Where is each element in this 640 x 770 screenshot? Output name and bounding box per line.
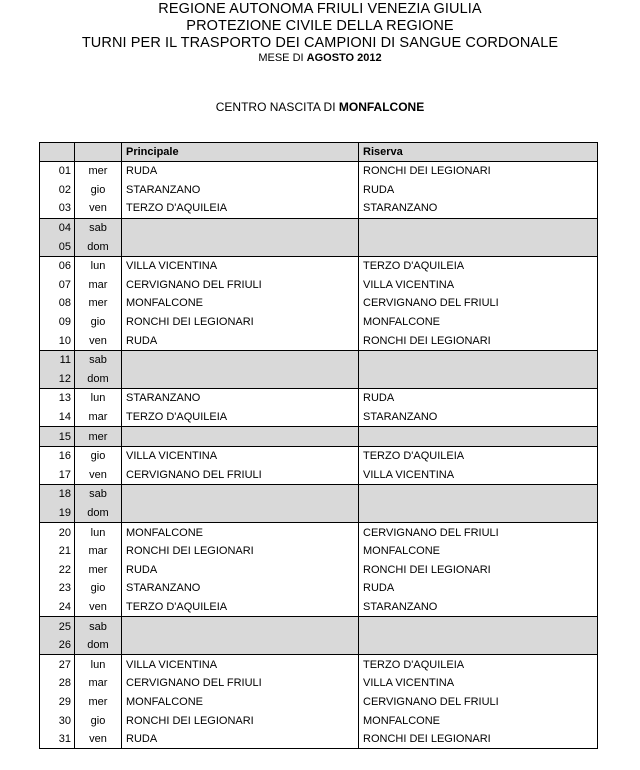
- day-cell: 01: [40, 162, 75, 181]
- table-row: [40, 181, 598, 200]
- weekday-cell: ven: [75, 331, 122, 350]
- principale-cell: STARANZANO: [122, 389, 359, 408]
- riserva-cell: RUDA: [359, 181, 598, 200]
- day-cell: 31: [40, 730, 75, 749]
- day-cell: 13: [40, 389, 75, 408]
- month-label: MESE DI: [258, 52, 307, 64]
- schedule-table: [39, 142, 598, 749]
- weekday-cell: dom: [75, 636, 122, 655]
- header-weekday: [75, 143, 122, 162]
- riserva-cell: [359, 504, 598, 523]
- principale-cell: [122, 485, 359, 504]
- weekday-cell: ven: [75, 598, 122, 617]
- principale-cell: RUDA: [122, 162, 359, 181]
- riserva-cell: VILLA VICENTINA: [359, 674, 598, 693]
- table-row: [40, 446, 598, 465]
- day-cell: 15: [40, 427, 75, 447]
- day-cell: 27: [40, 655, 75, 674]
- principale-cell: [122, 427, 359, 447]
- day-cell: 24: [40, 598, 75, 617]
- principale-cell: [122, 370, 359, 389]
- table-row: [40, 636, 598, 655]
- weekday-cell: sab: [75, 350, 122, 369]
- riserva-cell: CERVIGNANO DEL FRIULI: [359, 294, 598, 313]
- principale-cell: VILLA VICENTINA: [122, 446, 359, 465]
- day-cell: 04: [40, 218, 75, 237]
- day-cell: 16: [40, 446, 75, 465]
- table-row: [40, 674, 598, 693]
- riserva-cell: STARANZANO: [359, 199, 598, 218]
- table-row: [40, 711, 598, 730]
- table-row: [40, 370, 598, 389]
- schedule-body: [40, 162, 598, 749]
- principale-cell: RONCHI DEI LEGIONARI: [122, 542, 359, 561]
- day-cell: 20: [40, 523, 75, 542]
- principale-cell: MONFALCONE: [122, 693, 359, 712]
- riserva-cell: STARANZANO: [359, 408, 598, 427]
- principale-cell: STARANZANO: [122, 579, 359, 598]
- table-row: [40, 504, 598, 523]
- riserva-cell: CERVIGNANO DEL FRIULI: [359, 693, 598, 712]
- table-row: [40, 331, 598, 350]
- principale-cell: [122, 617, 359, 636]
- document-title: TURNI PER IL TRASPORTO DEI CAMPIONI DI SANGUE CORDONALE: [81, 35, 559, 51]
- table-header-row: [40, 143, 598, 162]
- day-cell: 18: [40, 485, 75, 504]
- riserva-cell: RUDA: [359, 579, 598, 598]
- day-cell: 12: [40, 370, 75, 389]
- riserva-cell: RONCHI DEI LEGIONARI: [359, 560, 598, 579]
- table-row: [40, 466, 598, 485]
- riserva-cell: STARANZANO: [359, 598, 598, 617]
- weekday-cell: dom: [75, 504, 122, 523]
- riserva-cell: TERZO D'AQUILEIA: [359, 256, 598, 275]
- weekday-cell: gio: [75, 579, 122, 598]
- table-row: [40, 598, 598, 617]
- principale-cell: CERVIGNANO DEL FRIULI: [122, 276, 359, 295]
- principale-cell: [122, 237, 359, 256]
- riserva-cell: VILLA VICENTINA: [359, 466, 598, 485]
- riserva-cell: [359, 370, 598, 389]
- principale-cell: TERZO D'AQUILEIA: [122, 199, 359, 218]
- table-row: [40, 218, 598, 237]
- riserva-cell: RUDA: [359, 389, 598, 408]
- day-cell: 03: [40, 199, 75, 218]
- weekday-cell: lun: [75, 523, 122, 542]
- riserva-cell: [359, 485, 598, 504]
- weekday-cell: mer: [75, 560, 122, 579]
- principale-cell: RONCHI DEI LEGIONARI: [122, 711, 359, 730]
- weekday-cell: gio: [75, 181, 122, 200]
- table-row: [40, 560, 598, 579]
- table-row: [40, 350, 598, 369]
- day-cell: 21: [40, 542, 75, 561]
- weekday-cell: lun: [75, 389, 122, 408]
- day-cell: 19: [40, 504, 75, 523]
- day-cell: 28: [40, 674, 75, 693]
- table-row: [40, 542, 598, 561]
- weekday-cell: ven: [75, 199, 122, 218]
- day-cell: 22: [40, 560, 75, 579]
- table-row: [40, 237, 598, 256]
- birth-center-name: MONFALCONE: [338, 100, 425, 114]
- day-cell: 29: [40, 693, 75, 712]
- agency-title: PROTEZIONE CIVILE DELLA REGIONE: [186, 18, 454, 34]
- riserva-cell: MONFALCONE: [359, 711, 598, 730]
- table-row: [40, 389, 598, 408]
- principale-cell: CERVIGNANO DEL FRIULI: [122, 674, 359, 693]
- day-cell: 08: [40, 294, 75, 313]
- table-row: [40, 617, 598, 636]
- principale-cell: MONFALCONE: [122, 523, 359, 542]
- table-row: [40, 693, 598, 712]
- principale-cell: RUDA: [122, 730, 359, 749]
- day-cell: 30: [40, 711, 75, 730]
- weekday-cell: mer: [75, 693, 122, 712]
- principale-cell: MONFALCONE: [122, 294, 359, 313]
- birth-center-label: CENTRO NASCITA DI: [215, 100, 339, 114]
- header-day: [40, 143, 75, 162]
- table-row: [40, 408, 598, 427]
- principale-cell: CERVIGNANO DEL FRIULI: [122, 466, 359, 485]
- day-cell: 10: [40, 331, 75, 350]
- weekday-cell: mer: [75, 162, 122, 181]
- principale-cell: RONCHI DEI LEGIONARI: [122, 313, 359, 332]
- document-header: [0, 1, 640, 65]
- principale-cell: [122, 218, 359, 237]
- month-line: [0, 52, 640, 65]
- principale-cell: [122, 350, 359, 369]
- table-row: [40, 427, 598, 447]
- principale-cell: STARANZANO: [122, 181, 359, 200]
- principale-cell: RUDA: [122, 331, 359, 350]
- principale-cell: TERZO D'AQUILEIA: [122, 598, 359, 617]
- table-row: [40, 523, 598, 542]
- weekday-cell: mar: [75, 674, 122, 693]
- table-row: [40, 485, 598, 504]
- weekday-cell: sab: [75, 617, 122, 636]
- riserva-cell: [359, 237, 598, 256]
- table-row: [40, 294, 598, 313]
- weekday-cell: sab: [75, 485, 122, 504]
- weekday-cell: lun: [75, 256, 122, 275]
- riserva-cell: [359, 350, 598, 369]
- day-cell: 06: [40, 256, 75, 275]
- birth-center-title: [0, 100, 640, 114]
- riserva-cell: CERVIGNANO DEL FRIULI: [359, 523, 598, 542]
- weekday-cell: gio: [75, 711, 122, 730]
- day-cell: 25: [40, 617, 75, 636]
- table-row: [40, 579, 598, 598]
- day-cell: 14: [40, 408, 75, 427]
- table-row: [40, 655, 598, 674]
- weekday-cell: gio: [75, 446, 122, 465]
- weekday-cell: ven: [75, 466, 122, 485]
- weekday-cell: mer: [75, 294, 122, 313]
- table-row: [40, 162, 598, 181]
- principale-cell: VILLA VICENTINA: [122, 256, 359, 275]
- day-cell: 11: [40, 350, 75, 369]
- header-principale: Principale: [122, 143, 359, 162]
- month-value: AGOSTO 2012: [306, 52, 382, 64]
- day-cell: 02: [40, 181, 75, 200]
- day-cell: 23: [40, 579, 75, 598]
- principale-cell: VILLA VICENTINA: [122, 655, 359, 674]
- weekday-cell: ven: [75, 730, 122, 749]
- weekday-cell: dom: [75, 237, 122, 256]
- riserva-cell: RONCHI DEI LEGIONARI: [359, 162, 598, 181]
- header-riserva: Riserva: [359, 143, 598, 162]
- riserva-cell: TERZO D'AQUILEIA: [359, 446, 598, 465]
- weekday-cell: gio: [75, 313, 122, 332]
- weekday-cell: dom: [75, 370, 122, 389]
- riserva-cell: MONFALCONE: [359, 542, 598, 561]
- riserva-cell: [359, 427, 598, 447]
- principale-cell: [122, 504, 359, 523]
- riserva-cell: TERZO D'AQUILEIA: [359, 655, 598, 674]
- day-cell: 17: [40, 466, 75, 485]
- weekday-cell: mar: [75, 542, 122, 561]
- riserva-cell: [359, 218, 598, 237]
- table-row: [40, 199, 598, 218]
- principale-cell: RUDA: [122, 560, 359, 579]
- riserva-cell: [359, 636, 598, 655]
- weekday-cell: mer: [75, 427, 122, 447]
- riserva-cell: RONCHI DEI LEGIONARI: [359, 730, 598, 749]
- table-row: [40, 256, 598, 275]
- day-cell: 05: [40, 237, 75, 256]
- riserva-cell: [359, 617, 598, 636]
- principale-cell: TERZO D'AQUILEIA: [122, 408, 359, 427]
- table-row: [40, 276, 598, 295]
- weekday-cell: mar: [75, 276, 122, 295]
- principale-cell: [122, 636, 359, 655]
- riserva-cell: VILLA VICENTINA: [359, 276, 598, 295]
- day-cell: 26: [40, 636, 75, 655]
- riserva-cell: MONFALCONE: [359, 313, 598, 332]
- weekday-cell: mar: [75, 408, 122, 427]
- riserva-cell: RONCHI DEI LEGIONARI: [359, 331, 598, 350]
- table-row: [40, 313, 598, 332]
- region-title: REGIONE AUTONOMA FRIULI VENEZIA GIULIA: [158, 1, 482, 17]
- day-cell: 09: [40, 313, 75, 332]
- day-cell: 07: [40, 276, 75, 295]
- weekday-cell: lun: [75, 655, 122, 674]
- weekday-cell: sab: [75, 218, 122, 237]
- table-row: [40, 730, 598, 749]
